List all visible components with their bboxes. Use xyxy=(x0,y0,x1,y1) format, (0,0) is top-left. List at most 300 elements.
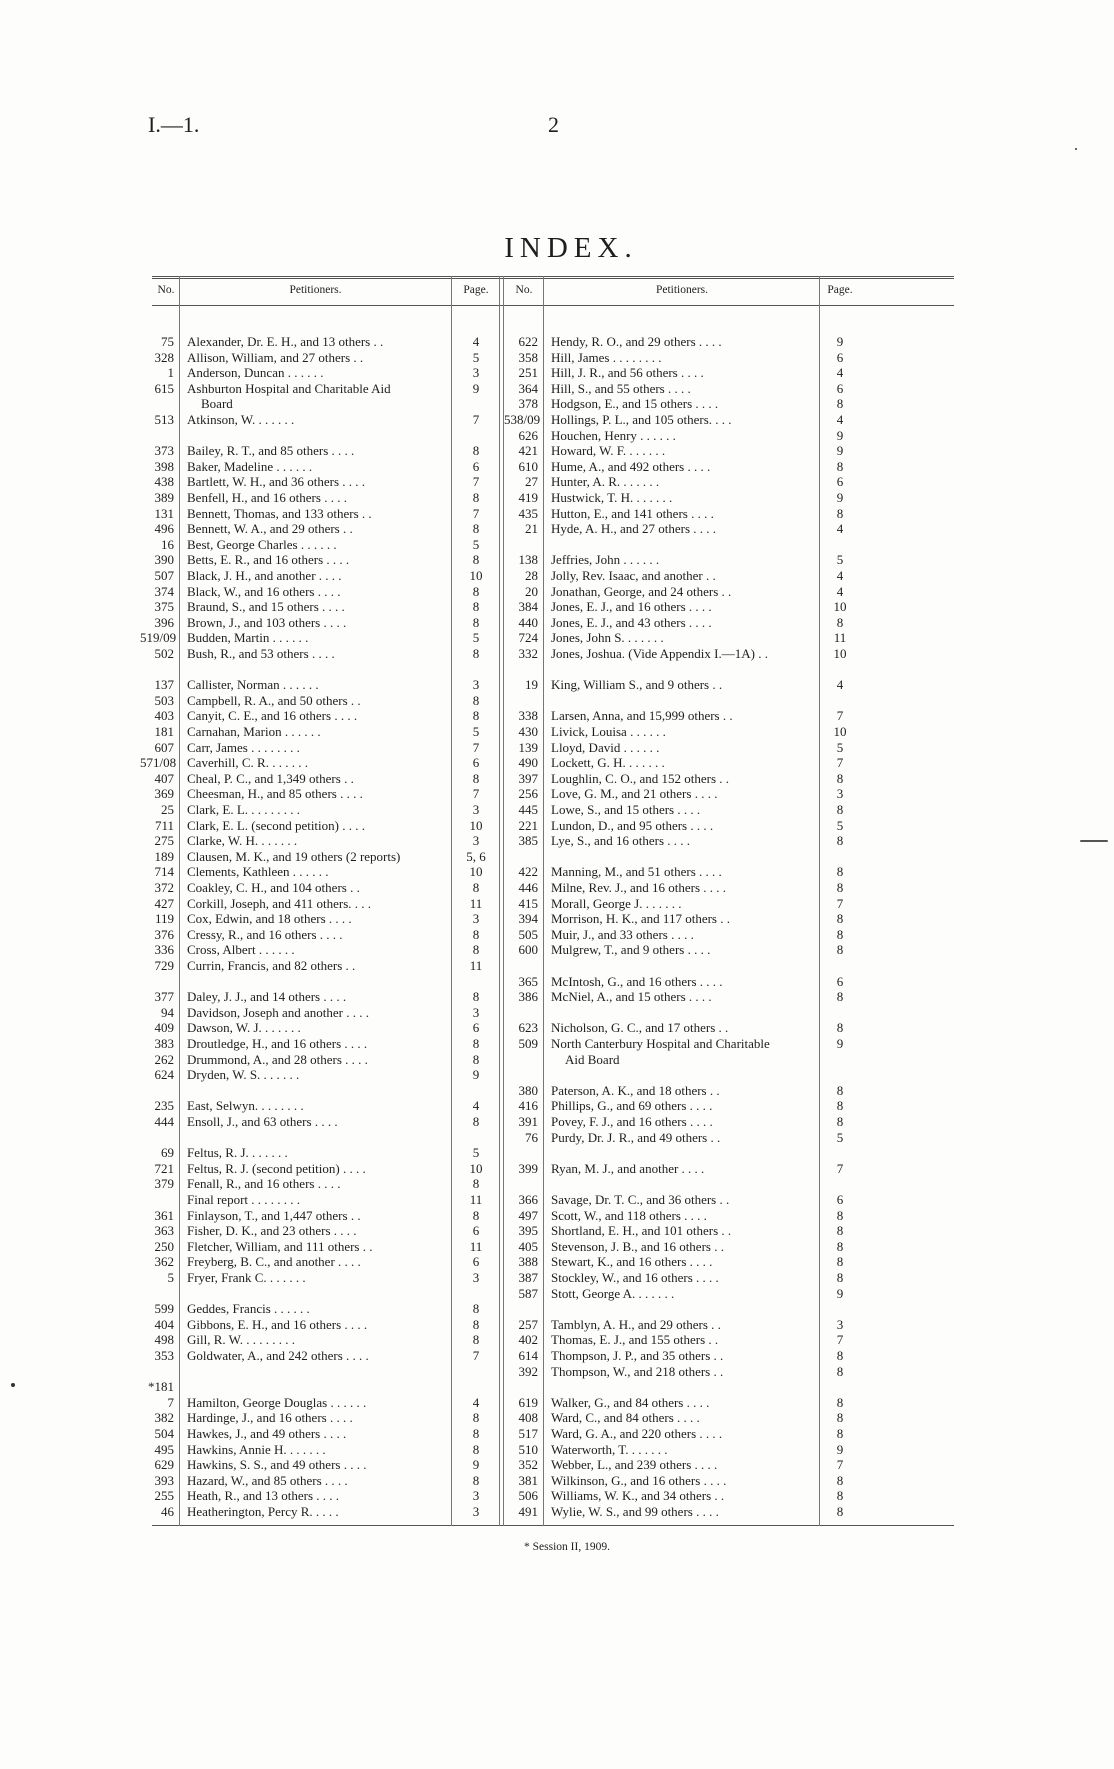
page-ref: 8 xyxy=(836,1238,844,1254)
petitioner-name: Thomas, E. J., and 155 others . . xyxy=(551,1332,719,1348)
page-ref: 4 xyxy=(472,334,480,349)
petitioner-name: Thompson, W., and 218 others . . xyxy=(551,1363,724,1379)
page-ref: 3 xyxy=(472,677,480,693)
index-entry xyxy=(152,1410,954,1426)
petition-number: 517 xyxy=(518,1426,538,1441)
index-entry xyxy=(152,1457,954,1473)
petition-number: 729 xyxy=(154,958,174,973)
page-ref: 7 xyxy=(836,1332,844,1348)
petition-number: 181 xyxy=(154,724,174,739)
petitioner-name: Best, George Charles . . . . . . xyxy=(187,536,337,552)
petitioner-name: Cheal, P. C., and 1,349 others . . xyxy=(187,770,354,786)
page-ref: 8 xyxy=(472,880,480,895)
page-ref: 11 xyxy=(469,1192,483,1207)
petitioner-name: Hill, J. R., and 56 others . . . . xyxy=(551,365,704,381)
page-ref: 4 xyxy=(472,1098,480,1114)
page-ref: 8 xyxy=(836,1504,844,1519)
col-header-no: No. xyxy=(157,284,175,296)
petition-number: 407 xyxy=(154,770,174,786)
petitioner-name: Clausen, M. K., and 19 others (2 reports) xyxy=(187,848,401,864)
petitioner-name: Carr, James . . . . . . . . xyxy=(187,739,300,755)
petition-number: 358 xyxy=(518,349,538,365)
page-ref: 5, 6 xyxy=(466,848,486,864)
petition-number: 506 xyxy=(518,1488,538,1504)
page-ref: 5 xyxy=(472,536,480,552)
page-ref: 8 xyxy=(836,833,844,849)
page-ref: 9 xyxy=(472,1457,480,1473)
index-entry xyxy=(152,334,954,350)
petition-number: 378 xyxy=(518,396,538,412)
petitioner-name: Heatherington, Percy R. . . . . xyxy=(187,1504,339,1519)
page-ref: 8 xyxy=(472,1036,480,1051)
petitioner-name: Williams, W. K., and 34 others . . xyxy=(551,1488,725,1504)
petition-number: 375 xyxy=(154,599,174,615)
index-entry xyxy=(152,1442,954,1458)
page-ref: 6 xyxy=(836,349,844,365)
petition-number: 491 xyxy=(518,1504,538,1519)
petition-number: 408 xyxy=(518,1410,538,1426)
petitioner-name: Milne, Rev. J., and 16 others . . . . xyxy=(551,880,726,895)
petition-number: *181 xyxy=(148,1379,174,1395)
petition-number: 444 xyxy=(154,1114,174,1129)
index-entry xyxy=(152,1067,954,1083)
petitioner-name: Aid Board xyxy=(565,1051,620,1067)
page-ref: 9 xyxy=(472,380,480,396)
petitioner-name: Jonathan, George, and 24 others . . xyxy=(551,583,732,599)
footnote: * Session II, 1909. xyxy=(524,1541,610,1553)
petitioner-name: Clements, Kathleen . . . . . . xyxy=(187,864,329,880)
petition-number: 599 xyxy=(154,1301,174,1317)
petition-number: 416 xyxy=(518,1098,538,1114)
petitioner-name: Povey, F. J., and 16 others . . . . xyxy=(551,1114,713,1129)
page-ref: 4 xyxy=(836,521,844,537)
col-header-page-right: Page. xyxy=(827,284,853,296)
petition-number: 362 xyxy=(154,1254,174,1270)
col-header-petitioners-right: Petitioners. xyxy=(655,284,709,296)
page-ref: 8 xyxy=(836,1254,844,1270)
petition-number: 395 xyxy=(518,1223,538,1239)
page-ref: 8 xyxy=(836,926,844,942)
page-ref: 8 xyxy=(472,614,480,630)
index-entry xyxy=(152,1161,954,1177)
index-entry xyxy=(152,958,954,974)
page-ref: 9 xyxy=(836,1036,844,1051)
page-ref: 7 xyxy=(472,412,480,427)
petitioner-name: Anderson, Duncan . . . . . . xyxy=(187,365,324,381)
petition-number: 629 xyxy=(154,1457,174,1473)
page-ref: 5 xyxy=(472,1145,480,1161)
index-entry xyxy=(152,459,954,475)
index-entry xyxy=(152,1223,954,1239)
page-ref: 8 xyxy=(472,1114,480,1129)
petitioner-name: Ashburton Hospital and Charitable Aid xyxy=(187,380,391,396)
petition-number: 377 xyxy=(154,989,174,1005)
page-ref: 11 xyxy=(469,958,483,973)
petition-number: 507 xyxy=(154,568,174,583)
petition-number: 391 xyxy=(518,1114,538,1129)
petitioner-name: Hardinge, J., and 16 others . . . . xyxy=(187,1410,353,1426)
petitioner-name: Carnahan, Marion . . . . . . xyxy=(187,724,321,739)
petitioner-name: Black, W., and 16 others . . . . xyxy=(187,583,341,599)
index-entry xyxy=(152,1504,954,1520)
index-entry xyxy=(152,818,954,834)
page-ref: 10 xyxy=(469,817,483,833)
petition-number: 275 xyxy=(154,833,174,849)
page-ref: 8 xyxy=(472,770,480,786)
petition-number: 75 xyxy=(161,334,174,349)
petitioner-name: Board xyxy=(201,396,233,412)
petitioner-name: Lye, S., and 16 others . . . . xyxy=(551,833,691,849)
petitioner-name: Bush, R., and 53 others . . . . xyxy=(187,646,335,661)
petition-number: 394 xyxy=(518,911,538,927)
petitioner-name: Hill, S., and 55 others . . . . xyxy=(551,380,691,396)
petition-number: 438 xyxy=(154,474,174,490)
petition-number: 256 xyxy=(518,786,538,802)
page-ref: 8 xyxy=(472,1176,480,1192)
petitioner-name: Manning, M., and 51 others . . . . xyxy=(551,864,722,880)
petitioner-name: Ensoll, J., and 63 others . . . . xyxy=(187,1114,338,1129)
page-ref: 8 xyxy=(472,599,480,615)
index-entry xyxy=(152,786,954,802)
petition-number: 376 xyxy=(154,926,174,942)
petitioner-name: Hamilton, George Douglas . . . . . . xyxy=(187,1394,367,1410)
page-ref: 5 xyxy=(836,552,844,568)
petitioner-name: Fenall, R., and 16 others . . . . xyxy=(187,1176,341,1192)
index-entry xyxy=(152,662,954,678)
petitioner-name: Larsen, Anna, and 15,999 others . . xyxy=(551,708,733,724)
index-entry xyxy=(152,1254,954,1270)
page-ref: 8 xyxy=(472,708,480,724)
petition-number: 587 xyxy=(518,1285,538,1301)
petitioner-name: Jones, E. J., and 16 others . . . . xyxy=(551,599,712,615)
page-ref: 8 xyxy=(472,942,480,958)
page-ref: 8 xyxy=(836,1348,844,1363)
page-ref: 8 xyxy=(472,1301,480,1317)
petitioner-name: Hustwick, T. H. . . . . . . xyxy=(551,490,673,505)
page-ref: 8 xyxy=(836,458,844,474)
petition-number: 402 xyxy=(518,1332,538,1348)
page-ref: 8 xyxy=(836,1488,844,1504)
paper-speck xyxy=(11,1383,15,1387)
petition-number: 372 xyxy=(154,880,174,895)
petition-number: 353 xyxy=(154,1348,174,1363)
petition-number: 235 xyxy=(154,1098,174,1114)
petition-number: 257 xyxy=(518,1316,538,1332)
index-entry xyxy=(152,693,954,709)
petition-number: 538/09 xyxy=(504,412,541,427)
petition-number: 398 xyxy=(154,458,174,474)
petitioner-name: Budden, Martin . . . . . . xyxy=(187,630,309,646)
petition-number: 328 xyxy=(154,349,174,365)
petition-number: 714 xyxy=(154,864,174,880)
petitioner-name: Allison, William, and 27 others . . xyxy=(187,349,364,365)
petitioner-name: Phillips, G., and 69 others . . . . xyxy=(551,1098,713,1114)
index-entry xyxy=(152,1005,954,1021)
index-entry xyxy=(152,350,954,366)
index-entry xyxy=(152,1114,954,1130)
petition-number: 430 xyxy=(518,724,538,739)
petition-number: 332 xyxy=(518,646,538,661)
petitioner-name: Jeffries, John . . . . . . xyxy=(551,552,660,568)
petitioner-name: Benfell, H., and 16 others . . . . xyxy=(187,490,347,505)
index-entry xyxy=(152,724,954,740)
petitioner-name: Cox, Edwin, and 18 others . . . . xyxy=(187,911,352,927)
index-entry xyxy=(152,880,954,896)
petitioner-name: Baker, Madeline . . . . . . xyxy=(187,458,313,474)
petition-number: 69 xyxy=(161,1145,174,1161)
petition-number: 369 xyxy=(154,786,174,802)
petition-number: 386 xyxy=(518,989,538,1005)
col-header-page: Page. xyxy=(463,284,489,296)
petition-number: 503 xyxy=(154,692,174,708)
petition-number: 724 xyxy=(518,630,538,646)
petition-number: 380 xyxy=(518,1082,538,1098)
page-ref: 9 xyxy=(836,427,844,443)
petitioner-name: Fletcher, William, and 111 others . . xyxy=(187,1238,373,1254)
petitioner-name: Hendy, R. O., and 29 others . . . . xyxy=(551,334,722,349)
page-ref: 9 xyxy=(472,1067,480,1083)
petitioner-name: Hazard, W., and 85 others . . . . xyxy=(187,1472,348,1488)
petition-number: 361 xyxy=(154,1207,174,1223)
petition-number: 221 xyxy=(518,817,538,833)
page-ref: 8 xyxy=(836,864,844,880)
petitioner-name: Houchen, Henry . . . . . . xyxy=(551,427,676,443)
page-ref: 8 xyxy=(836,1426,844,1441)
page-ref: 8 xyxy=(836,1223,844,1239)
index-entry xyxy=(152,1332,954,1348)
petitioner-name: Hyde, A. H., and 27 others . . . . xyxy=(551,521,717,537)
petitioner-name: Campbell, R. A., and 50 others . . xyxy=(187,692,361,708)
page-ref: 6 xyxy=(472,1254,480,1270)
index-entry xyxy=(152,1395,954,1411)
petitioner-name: Corkill, Joseph, and 411 others. . . . xyxy=(187,895,372,911)
page-ref: 10 xyxy=(469,864,483,880)
petitioner-name: Coakley, C. H., and 104 others . . xyxy=(187,880,360,895)
petition-number: 496 xyxy=(154,521,174,537)
page-ref: 8 xyxy=(836,1207,844,1223)
page-ref: 8 xyxy=(472,521,480,537)
paper-mark xyxy=(1080,840,1108,842)
petition-number: 7 xyxy=(167,1394,174,1410)
page-ref: 7 xyxy=(472,739,480,755)
petitioner-name: Black, J. H., and another . . . . xyxy=(187,568,342,583)
index-entry xyxy=(152,537,954,553)
page-ref: 10 xyxy=(469,1160,483,1176)
petitioner-name: Alexander, Dr. E. H., and 13 others . . xyxy=(187,334,384,349)
table-top-rule-double xyxy=(152,278,954,279)
petition-number: 366 xyxy=(518,1192,538,1207)
page-ref: 5 xyxy=(472,724,480,739)
petitioner-name: McIntosh, G., and 16 others . . . . xyxy=(551,973,723,989)
petitioner-name: Dryden, W. S. . . . . . . xyxy=(187,1067,300,1083)
petitioner-name: Waterworth, T. . . . . . . xyxy=(551,1441,668,1457)
petition-number: 392 xyxy=(518,1363,538,1379)
petition-number: 19 xyxy=(525,677,538,693)
index-entry xyxy=(152,365,954,381)
petitioner-name: Jones, John S. . . . . . . xyxy=(551,630,664,646)
petition-number: 721 xyxy=(154,1160,174,1176)
petitioner-name: Feltus, R. J. (second petition) . . . . xyxy=(187,1160,366,1176)
petitioner-name: Finlayson, T., and 1,447 others . . xyxy=(187,1207,361,1223)
petition-number: 623 xyxy=(518,1020,538,1036)
page-ref: 8 xyxy=(836,1270,844,1285)
petition-number: 495 xyxy=(154,1441,174,1457)
page-ref: 6 xyxy=(472,755,480,771)
petition-number: 619 xyxy=(518,1394,538,1410)
petitioner-name: Callister, Norman . . . . . . xyxy=(187,677,319,693)
petition-number: 336 xyxy=(154,942,174,958)
petitioner-name: Mulgrew, T., and 9 others . . . . xyxy=(551,942,711,958)
page-ref: 3 xyxy=(836,1316,844,1332)
petitioner-name: Hawkins, S. S., and 49 others . . . . xyxy=(187,1457,367,1473)
petition-number: 505 xyxy=(518,926,538,942)
page-ref: 9 xyxy=(836,1441,844,1457)
petitioner-name: Clark, E. L. . . . . . . . . xyxy=(187,802,301,817)
index-entry xyxy=(152,1020,954,1036)
page-ref: 8 xyxy=(836,1472,844,1488)
page-ref: 8 xyxy=(836,1098,844,1114)
petition-number: 76 xyxy=(525,1129,538,1145)
petitioner-name: Livick, Louisa . . . . . . xyxy=(551,724,666,739)
index-entry xyxy=(152,1176,954,1192)
petition-number: 20 xyxy=(525,583,538,599)
page-ref: 10 xyxy=(833,724,847,739)
page-ref: 8 xyxy=(836,880,844,895)
petition-number: 497 xyxy=(518,1207,538,1223)
petition-number: 28 xyxy=(525,568,538,583)
petitioner-name: Brown, J., and 103 others . . . . xyxy=(187,614,347,630)
page-ref: 8 xyxy=(472,583,480,599)
petition-number: 189 xyxy=(154,848,174,864)
page-ref: 8 xyxy=(472,926,480,942)
page-ref: 4 xyxy=(836,365,844,381)
index-entry xyxy=(152,1270,954,1286)
petitioner-name: Wylie, W. S., and 99 others . . . . xyxy=(551,1504,719,1519)
petition-number: 390 xyxy=(154,552,174,568)
page-ref: 3 xyxy=(472,1504,480,1519)
page-ref: 10 xyxy=(469,568,483,583)
petition-number: 389 xyxy=(154,490,174,505)
petition-number: 421 xyxy=(518,443,538,459)
page-ref: 7 xyxy=(472,1348,480,1363)
index-entry xyxy=(152,381,954,397)
petition-number: 419 xyxy=(518,490,538,505)
index-entry xyxy=(152,927,954,943)
petitioner-name: McNiel, A., and 15 others . . . . xyxy=(551,989,712,1005)
petition-number: 94 xyxy=(161,1004,174,1020)
page-ref: 8 xyxy=(836,770,844,786)
petition-number: 711 xyxy=(154,817,174,833)
petition-number: 373 xyxy=(154,443,174,459)
petition-number: 600 xyxy=(518,942,538,958)
page-ref: 5 xyxy=(836,1129,844,1145)
petition-number: 352 xyxy=(518,1457,538,1473)
page-ref: 8 xyxy=(472,1410,480,1426)
petition-number: 440 xyxy=(518,614,538,630)
page-ref: 5 xyxy=(836,739,844,755)
petition-number: 255 xyxy=(154,1488,174,1504)
petitioner-name: Ward, C., and 84 others . . . . xyxy=(551,1410,700,1426)
page-ref: 8 xyxy=(472,1332,480,1348)
petitioner-name: East, Selwyn. . . . . . . . xyxy=(187,1098,304,1114)
page-ref: 7 xyxy=(836,895,844,911)
col-header-petitioners: Petitioners. xyxy=(289,284,342,296)
petitioner-name: Clark, E. L. (second petition) . . . . xyxy=(187,817,365,833)
index-entry xyxy=(152,428,954,444)
index-entry xyxy=(152,599,954,615)
petitioner-name: Lloyd, David . . . . . . xyxy=(551,739,660,755)
petition-number: 445 xyxy=(518,802,538,817)
page-ref: 9 xyxy=(836,490,844,505)
index-entry xyxy=(152,989,954,1005)
index-entry xyxy=(152,1083,954,1099)
petition-number: 415 xyxy=(518,895,538,911)
petitioner-name: Davidson, Joseph and another . . . . xyxy=(187,1004,369,1020)
petition-number: 21 xyxy=(525,521,538,537)
index-entry xyxy=(152,1364,954,1380)
petition-number: 422 xyxy=(518,864,538,880)
petitioner-name: Stockley, W., and 16 others . . . . xyxy=(551,1270,719,1285)
page-ref: 5 xyxy=(472,349,480,365)
page-ref: 8 xyxy=(836,614,844,630)
page-ref: 4 xyxy=(836,412,844,427)
petitioner-name: Walker, G., and 84 others . . . . xyxy=(551,1394,710,1410)
petition-number: 409 xyxy=(154,1020,174,1036)
page-ref: 8 xyxy=(836,1114,844,1129)
index-entry xyxy=(152,833,954,849)
petitioner-name: Nicholson, G. C., and 17 others . . xyxy=(551,1020,729,1036)
page-ref: 8 xyxy=(836,1410,844,1426)
petition-number: 427 xyxy=(154,895,174,911)
petition-number: 363 xyxy=(154,1223,174,1239)
petition-number: 404 xyxy=(154,1316,174,1332)
petitioner-name: Morall, George J. . . . . . . xyxy=(551,895,682,911)
petitioner-name: Hutton, E., and 141 others . . . . xyxy=(551,505,714,521)
index-entry xyxy=(152,1426,954,1442)
index-table xyxy=(140,276,954,1526)
petitioner-name: Geddes, Francis . . . . . . xyxy=(187,1301,310,1317)
page-ref: 8 xyxy=(472,692,480,708)
index-entry xyxy=(152,771,954,787)
index-entry xyxy=(152,942,954,958)
petition-number: 364 xyxy=(518,380,538,396)
petition-number: 46 xyxy=(161,1504,174,1519)
petition-number: 615 xyxy=(154,380,174,396)
petition-number: 387 xyxy=(518,1270,538,1285)
petition-number: 262 xyxy=(154,1051,174,1067)
petition-number: 509 xyxy=(518,1036,538,1051)
petitioner-name: North Canterbury Hospital and Charitable xyxy=(551,1036,770,1051)
petitioner-name: Scott, W., and 118 others . . . . xyxy=(551,1207,707,1223)
petitioner-name: Atkinson, W. . . . . . . xyxy=(187,412,295,427)
petition-number: 365 xyxy=(518,973,538,989)
petitioner-name: Canyit, C. E., and 16 others . . . . xyxy=(187,708,358,724)
page-ref: 8 xyxy=(836,989,844,1005)
petitioner-name: Jones, E. J., and 43 others . . . . xyxy=(551,614,712,630)
petition-number: 610 xyxy=(518,458,538,474)
petition-number: 374 xyxy=(154,583,174,599)
header-rule xyxy=(152,305,954,306)
index-entry xyxy=(152,1145,954,1161)
page-ref: 8 xyxy=(836,1363,844,1379)
index-entry xyxy=(152,1130,954,1146)
page-ref: 8 xyxy=(836,802,844,817)
page-ref: 3 xyxy=(472,1004,480,1020)
petitioner-name: Cheesman, H., and 85 others . . . . xyxy=(187,786,363,802)
petition-number: 622 xyxy=(518,334,538,349)
page-ref: 8 xyxy=(472,1441,480,1457)
petitioner-name: Lockett, G. H. . . . . . . xyxy=(551,755,665,771)
